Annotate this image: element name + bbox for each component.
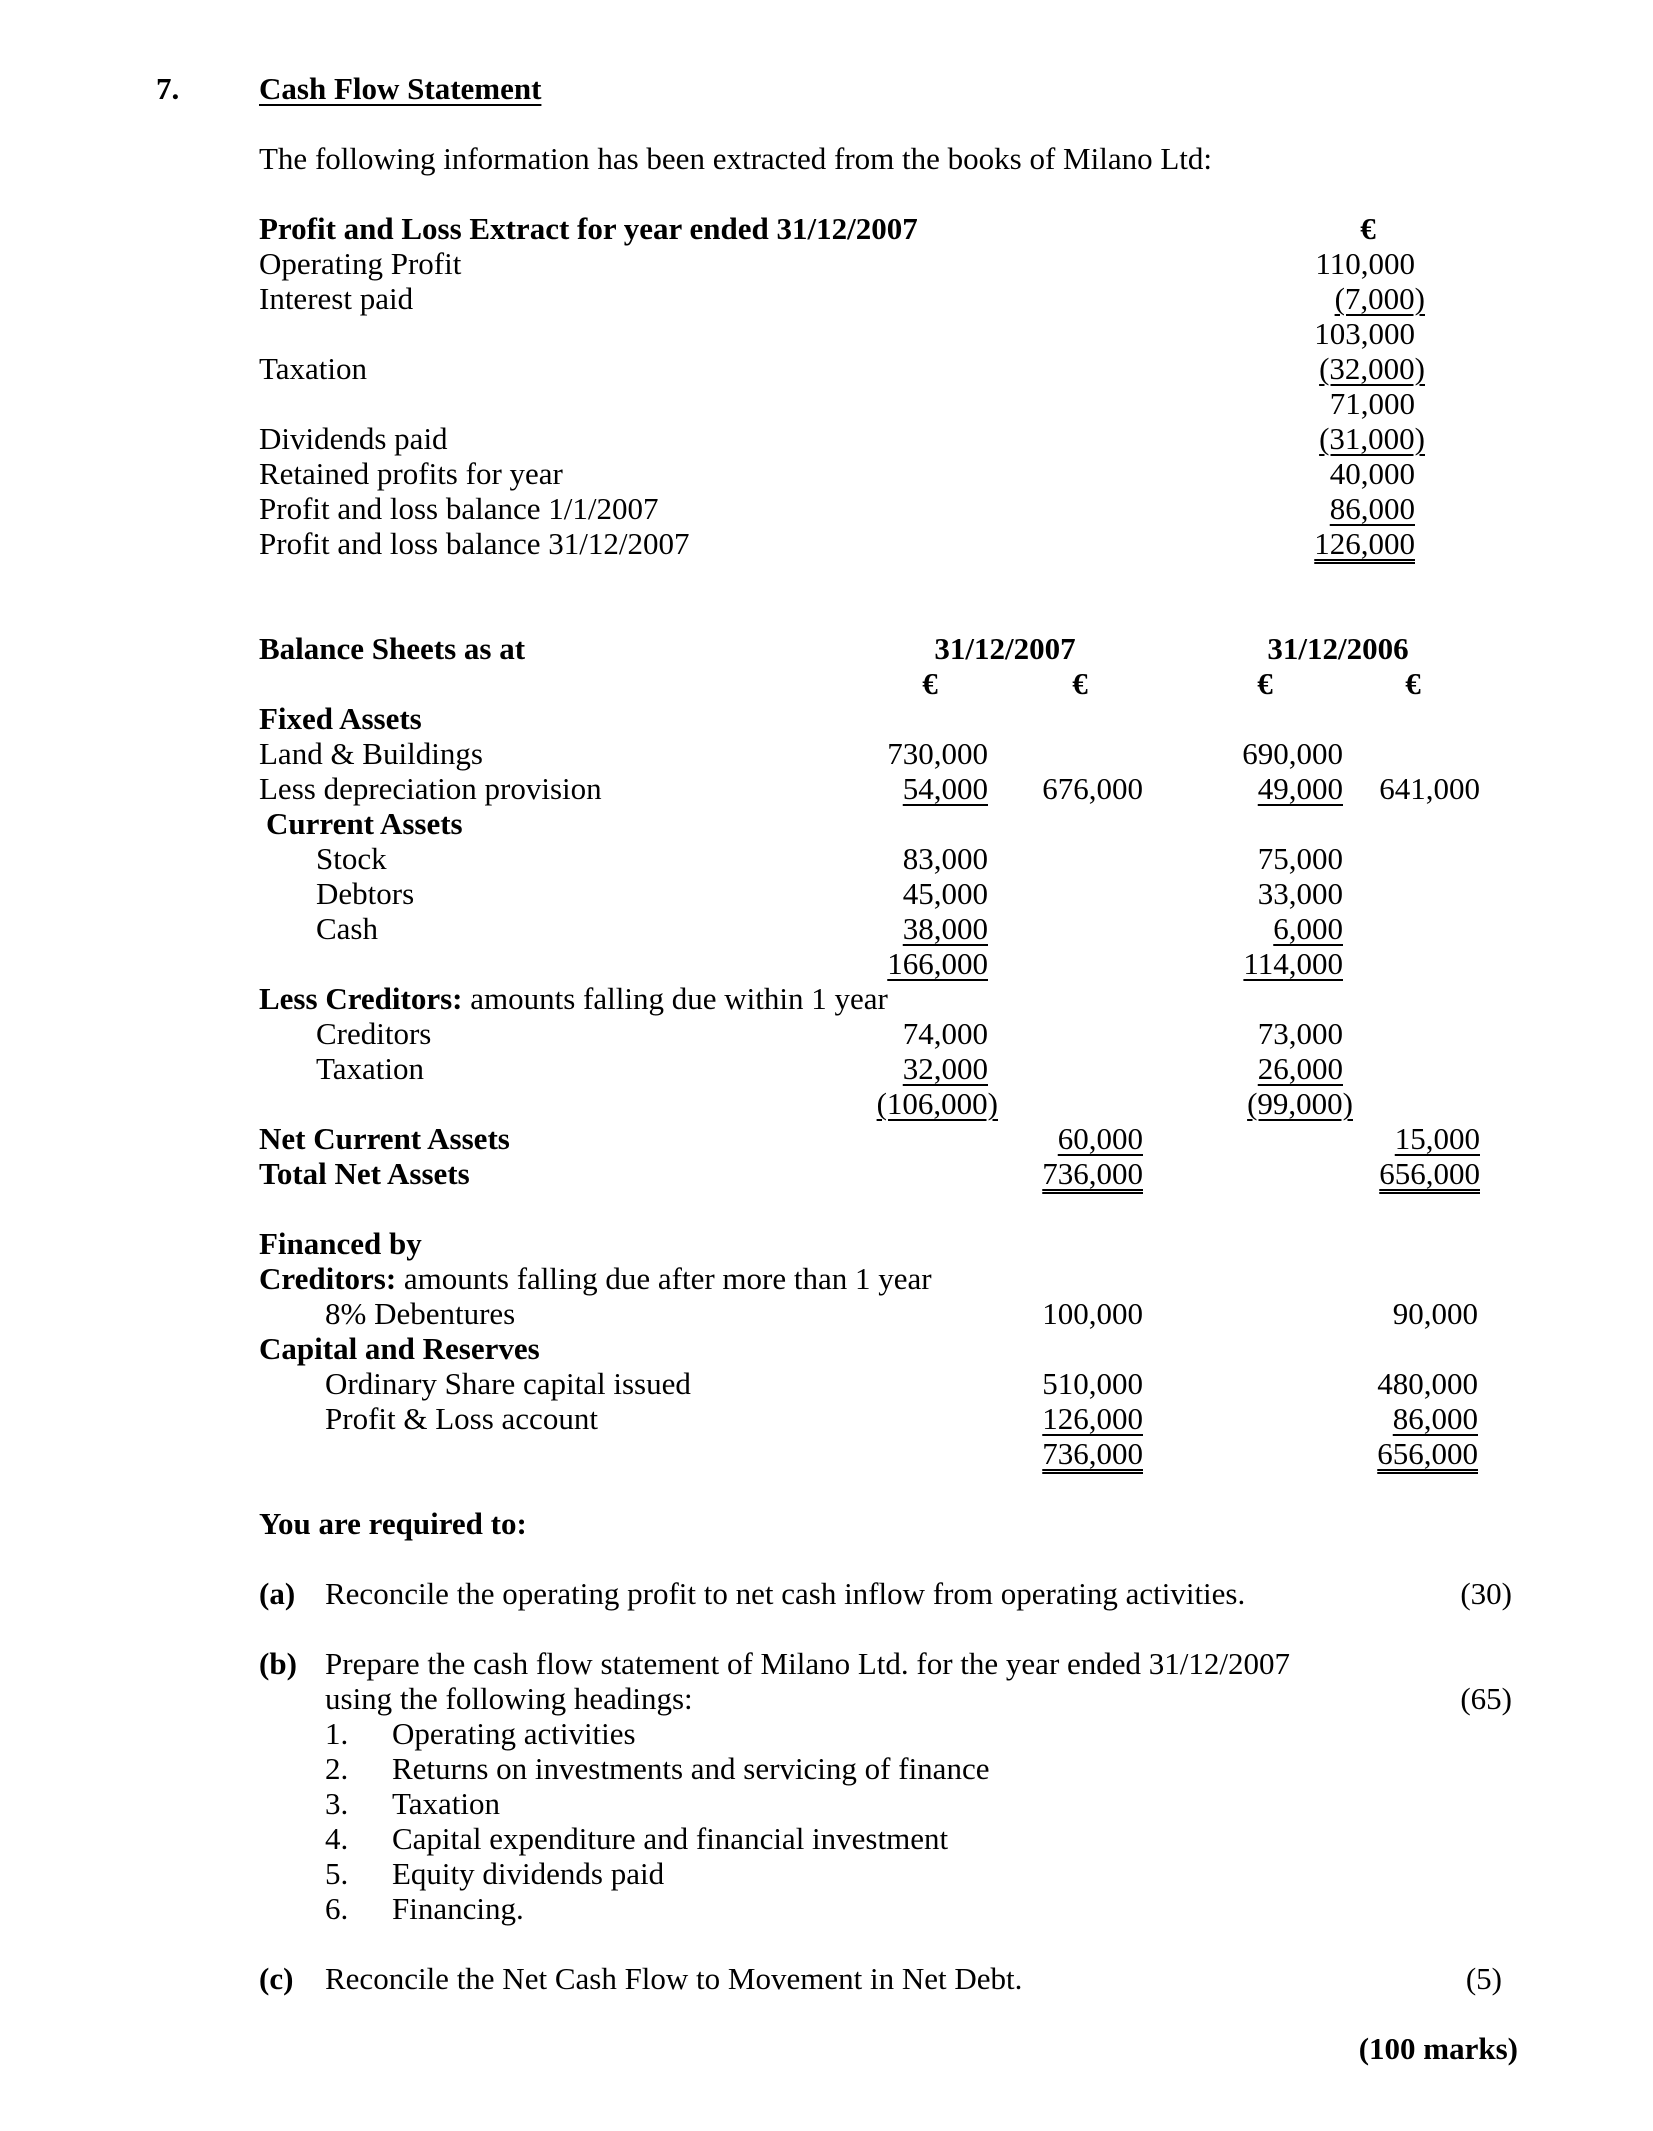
pl-label: Profit and loss balance 31/12/2007 xyxy=(259,526,690,561)
pl-amount: 110,000 xyxy=(1315,246,1415,281)
bs-label: Total Net Assets xyxy=(259,1156,470,1191)
part-letter: (b) xyxy=(259,1646,297,1681)
pl-label: Operating Profit xyxy=(259,246,462,281)
heading-item: Equity dividends paid xyxy=(392,1856,665,1891)
heading-number: 1. xyxy=(325,1716,349,1751)
pl-amount: 103,000 xyxy=(1314,316,1415,351)
total-marks: (100 marks) xyxy=(1358,2031,1518,2066)
bs-amount: 736,000 xyxy=(1042,1156,1143,1191)
bs-label: Net Current Assets xyxy=(259,1121,510,1156)
bs-amount: 86,000 xyxy=(1392,1401,1478,1436)
pl-amount: 126,000 xyxy=(1314,526,1415,561)
bs-amount: 60,000 xyxy=(1057,1121,1143,1156)
bs-label: Less depreciation provision xyxy=(259,771,602,806)
heading-item: Financing. xyxy=(392,1891,524,1926)
bs-currency: € xyxy=(1072,666,1088,701)
lt-creditors-bold: Creditors: xyxy=(259,1261,397,1296)
pl-heading: Profit and Loss Extract for year ended 31/12/2007 xyxy=(259,211,918,246)
pl-amount: 40,000 xyxy=(1329,456,1415,491)
heading-number: 3. xyxy=(325,1786,349,1821)
bs-date-2007: 31/12/2007 xyxy=(934,631,1076,666)
heading-number: 2. xyxy=(325,1751,349,1786)
pl-label: Taxation xyxy=(259,351,368,386)
pl-amount: 86,000 xyxy=(1329,491,1415,526)
pl-label: Profit and loss balance 1/1/2007 xyxy=(259,491,659,526)
bs-currency: € xyxy=(1405,666,1421,701)
bs-amount: 83,000 xyxy=(902,841,988,876)
bs-amount: 74,000 xyxy=(902,1016,988,1051)
part-marks: (5) xyxy=(1465,1961,1502,1996)
bs-amount: 54,000 xyxy=(902,771,988,806)
pl-currency: € xyxy=(1360,211,1376,246)
bs-amount: 656,000 xyxy=(1379,1156,1480,1191)
pl-amount: (7,000) xyxy=(1334,281,1425,316)
bs-heading: Balance Sheets as at xyxy=(259,631,526,666)
pl-label: Interest paid xyxy=(259,281,414,316)
bs-amount: 480,000 xyxy=(1377,1366,1478,1401)
part-letter: (c) xyxy=(259,1961,294,1996)
question-title: Cash Flow Statement xyxy=(259,71,542,106)
bs-currency: € xyxy=(1257,666,1273,701)
pl-amount: 71,000 xyxy=(1329,386,1415,421)
pl-label: Retained profits for year xyxy=(259,456,563,491)
heading-number: 6. xyxy=(325,1891,349,1926)
bs-amount: 510,000 xyxy=(1042,1366,1143,1401)
bs-amount: 26,000 xyxy=(1257,1051,1343,1086)
bs-amount: 126,000 xyxy=(1042,1401,1143,1436)
bs-label: Stock xyxy=(316,841,387,876)
bs-label: Debtors xyxy=(316,876,415,911)
bs-label: Taxation xyxy=(316,1051,425,1086)
part-text: using the following headings: xyxy=(325,1681,693,1716)
bs-amount: 100,000 xyxy=(1042,1296,1143,1331)
less-creditors-heading xyxy=(259,981,888,1016)
bs-label: Ordinary Share capital issued xyxy=(325,1366,691,1401)
pl-label: Dividends paid xyxy=(259,421,448,456)
bs-amount: 730,000 xyxy=(887,736,988,771)
current-assets-heading: Current Assets xyxy=(266,806,463,841)
part-text: Prepare the cash flow statement of Milano Ltd. for the year ended 31/12/2007 xyxy=(325,1646,1291,1681)
required-heading: You are required to: xyxy=(259,1506,527,1541)
bs-amount: 641,000 xyxy=(1379,771,1480,806)
part-marks: (65) xyxy=(1460,1681,1512,1716)
heading-item: Capital expenditure and financial investment xyxy=(392,1821,949,1856)
bs-amount: (99,000) xyxy=(1247,1086,1353,1121)
bs-amount: 38,000 xyxy=(902,911,988,946)
fixed-assets-heading: Fixed Assets xyxy=(259,701,422,736)
part-marks: (30) xyxy=(1460,1576,1512,1611)
bs-amount: 49,000 xyxy=(1257,771,1343,806)
part-text: Reconcile the Net Cash Flow to Movement in Net Debt. xyxy=(325,1961,1023,1996)
lt-creditors-heading xyxy=(259,1261,932,1296)
pl-amount: (32,000) xyxy=(1319,351,1425,386)
bs-currency: € xyxy=(922,666,938,701)
capital-reserves-heading: Capital and Reserves xyxy=(259,1331,540,1366)
bs-amount: 45,000 xyxy=(902,876,988,911)
bs-amount: 656,000 xyxy=(1377,1436,1478,1471)
bs-date-2006: 31/12/2006 xyxy=(1267,631,1409,666)
heading-number: 5. xyxy=(325,1856,349,1891)
bs-amount: 736,000 xyxy=(1042,1436,1143,1471)
part-text: Reconcile the operating profit to net cash inflow from operating activities. xyxy=(325,1576,1246,1611)
bs-amount: 33,000 xyxy=(1257,876,1343,911)
bs-amount: 114,000 xyxy=(1243,946,1343,981)
bs-amount: 15,000 xyxy=(1394,1121,1480,1156)
less-creditors-rest: amounts falling due within 1 year xyxy=(462,981,888,1016)
bs-amount: 6,000 xyxy=(1273,911,1343,946)
less-creditors-bold: Less Creditors: xyxy=(259,981,463,1016)
bs-amount: 690,000 xyxy=(1242,736,1343,771)
bs-label: Creditors xyxy=(316,1016,432,1051)
intro-text: The following information has been extracted from the books of Milano Ltd: xyxy=(259,141,1213,176)
bs-amount: 90,000 xyxy=(1392,1296,1478,1331)
lt-creditors-rest: amounts falling due after more than 1 year xyxy=(396,1261,932,1296)
bs-amount: 676,000 xyxy=(1042,771,1143,806)
bs-amount: 75,000 xyxy=(1257,841,1343,876)
bs-label: Cash xyxy=(316,911,378,946)
bs-label: Profit & Loss account xyxy=(325,1401,598,1436)
bs-amount: 32,000 xyxy=(902,1051,988,1086)
heading-item: Operating activities xyxy=(392,1716,636,1751)
bs-amount: 166,000 xyxy=(887,946,988,981)
part-letter: (a) xyxy=(259,1576,296,1611)
heading-item: Returns on investments and servicing of finance xyxy=(392,1751,990,1786)
pl-amount: (31,000) xyxy=(1319,421,1425,456)
question-number: 7. xyxy=(156,71,180,106)
heading-item: Taxation xyxy=(392,1786,501,1821)
heading-number: 4. xyxy=(325,1821,349,1856)
bs-amount: (106,000) xyxy=(876,1086,998,1121)
financed-by-heading: Financed by xyxy=(259,1226,422,1261)
bs-label: Land & Buildings xyxy=(259,736,483,771)
bs-label: 8% Debentures xyxy=(325,1296,516,1331)
bs-amount: 73,000 xyxy=(1257,1016,1343,1051)
